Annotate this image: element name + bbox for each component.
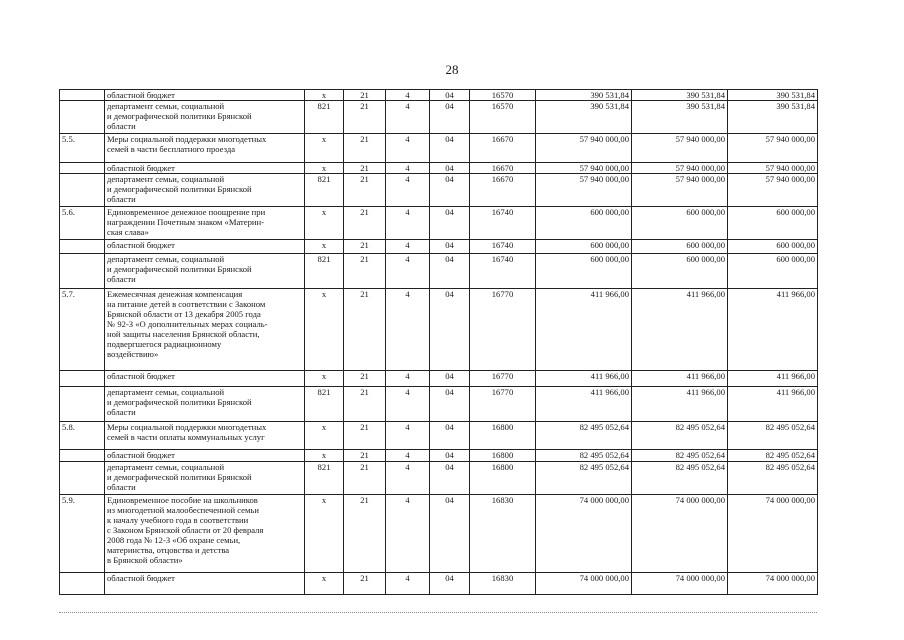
item-name-cell: областной бюджет — [105, 240, 305, 254]
section-code-cell: 21 — [344, 163, 386, 174]
row-number-cell — [60, 462, 105, 495]
admin-code-cell: х — [305, 450, 344, 462]
amount-cell: 600 000,00 — [536, 240, 632, 254]
section-code-cell: 21 — [344, 387, 386, 422]
admin-code-cell: 821 — [305, 387, 344, 422]
table-row — [60, 207, 818, 240]
amount-cell: 74 000 000,00 — [536, 573, 632, 595]
amount-cell: 57 940 000,00 — [536, 174, 632, 207]
subsection-code-cell: 4 — [386, 573, 430, 595]
row-number-cell — [60, 387, 105, 422]
item-name-cell: департамент семьи, социальной и демографической политики Брянской области — [105, 101, 305, 134]
section-code-cell: 21 — [344, 207, 386, 240]
admin-code-cell: х — [305, 422, 344, 450]
item-name-cell: департамент семьи, социальной и демографической политики Брянской области — [105, 462, 305, 495]
section-code-cell: 21 — [344, 174, 386, 207]
table-body — [60, 90, 818, 595]
section-code-cell: 21 — [344, 90, 386, 101]
program-code-cell: 04 — [430, 495, 470, 573]
amount-cell: 74 000 000,00 — [728, 495, 818, 573]
amount-cell: 411 966,00 — [632, 289, 728, 371]
row-number-cell: 5.5. — [60, 134, 105, 163]
target-code-cell: 16830 — [470, 573, 536, 595]
amount-cell: 82 495 052,64 — [536, 450, 632, 462]
amount-cell: 82 495 052,64 — [728, 450, 818, 462]
amount-cell: 57 940 000,00 — [536, 134, 632, 163]
amount-cell: 600 000,00 — [536, 207, 632, 240]
table-row — [60, 462, 818, 495]
subsection-code-cell: 4 — [386, 371, 430, 387]
item-name-cell: Меры социальной поддержки многодетных семей в части бесплатного проезда — [105, 134, 305, 163]
program-code-cell: 04 — [430, 371, 470, 387]
amount-cell: 411 966,00 — [632, 371, 728, 387]
amount-cell: 74 000 000,00 — [632, 495, 728, 573]
table-row — [60, 90, 818, 101]
table-row — [60, 254, 818, 289]
program-code-cell: 04 — [430, 240, 470, 254]
target-code-cell: 16670 — [470, 174, 536, 207]
section-code-cell: 21 — [344, 371, 386, 387]
program-code-cell: 04 — [430, 90, 470, 101]
subsection-code-cell: 4 — [386, 495, 430, 573]
subsection-code-cell: 4 — [386, 450, 430, 462]
admin-code-cell: 821 — [305, 462, 344, 495]
row-number-cell — [60, 90, 105, 101]
section-code-cell: 21 — [344, 254, 386, 289]
row-number-cell: 5.6. — [60, 207, 105, 240]
subsection-code-cell: 4 — [386, 289, 430, 371]
subsection-code-cell: 4 — [386, 134, 430, 163]
amount-cell: 74 000 000,00 — [536, 495, 632, 573]
amount-cell: 82 495 052,64 — [632, 450, 728, 462]
subsection-code-cell: 4 — [386, 240, 430, 254]
table-row — [60, 134, 818, 163]
amount-cell: 411 966,00 — [536, 289, 632, 371]
budget-table — [59, 89, 818, 595]
target-code-cell: 16740 — [470, 254, 536, 289]
table-row — [60, 387, 818, 422]
section-code-cell: 21 — [344, 422, 386, 450]
row-number-cell: 5.7. — [60, 289, 105, 371]
subsection-code-cell: 4 — [386, 101, 430, 134]
amount-cell: 600 000,00 — [536, 254, 632, 289]
target-code-cell: 16770 — [470, 387, 536, 422]
subsection-code-cell: 4 — [386, 163, 430, 174]
table-row — [60, 495, 818, 573]
amount-cell: 600 000,00 — [728, 254, 818, 289]
program-code-cell: 04 — [430, 163, 470, 174]
table-row — [60, 573, 818, 595]
item-name-cell: областной бюджет — [105, 371, 305, 387]
amount-cell: 411 966,00 — [728, 289, 818, 371]
subsection-code-cell: 4 — [386, 207, 430, 240]
item-name-cell: Единовременное денежное поощрение при награждении Почетным знаком «Материн- ская слава» — [105, 207, 305, 240]
page-bottom-edge — [59, 612, 817, 614]
section-code-cell: 21 — [344, 134, 386, 163]
amount-cell: 600 000,00 — [632, 254, 728, 289]
target-code-cell: 16830 — [470, 495, 536, 573]
subsection-code-cell: 4 — [386, 174, 430, 207]
page-number: 28 — [445, 62, 459, 77]
table-row — [60, 240, 818, 254]
amount-cell: 411 966,00 — [728, 387, 818, 422]
admin-code-cell: х — [305, 289, 344, 371]
row-number-cell — [60, 371, 105, 387]
admin-code-cell: 821 — [305, 254, 344, 289]
amount-cell: 57 940 000,00 — [728, 134, 818, 163]
amount-cell: 390 531,84 — [632, 101, 728, 134]
amount-cell: 57 940 000,00 — [632, 163, 728, 174]
section-code-cell: 21 — [344, 462, 386, 495]
target-code-cell: 16800 — [470, 462, 536, 495]
item-name-cell: областной бюджет — [105, 573, 305, 595]
target-code-cell: 16800 — [470, 422, 536, 450]
table-row — [60, 174, 818, 207]
amount-cell: 390 531,84 — [536, 90, 632, 101]
table-row — [60, 101, 818, 134]
row-number-cell — [60, 254, 105, 289]
amount-cell: 82 495 052,64 — [728, 462, 818, 495]
target-code-cell: 16670 — [470, 134, 536, 163]
amount-cell: 82 495 052,64 — [632, 462, 728, 495]
item-name-cell: областной бюджет — [105, 450, 305, 462]
program-code-cell: 04 — [430, 254, 470, 289]
item-name-cell: областной бюджет — [105, 90, 305, 101]
program-code-cell: 04 — [430, 207, 470, 240]
row-number-cell: 5.9. — [60, 495, 105, 573]
program-code-cell: 04 — [430, 462, 470, 495]
section-code-cell: 21 — [344, 573, 386, 595]
row-number-cell — [60, 450, 105, 462]
section-code-cell: 21 — [344, 289, 386, 371]
admin-code-cell: х — [305, 134, 344, 163]
item-name-cell: департамент семьи, социальной и демографической политики Брянской области — [105, 254, 305, 289]
program-code-cell: 04 — [430, 174, 470, 207]
program-code-cell: 04 — [430, 387, 470, 422]
admin-code-cell: х — [305, 371, 344, 387]
target-code-cell: 16770 — [470, 289, 536, 371]
amount-cell: 411 966,00 — [632, 387, 728, 422]
section-code-cell: 21 — [344, 101, 386, 134]
amount-cell: 600 000,00 — [728, 207, 818, 240]
target-code-cell: 16770 — [470, 371, 536, 387]
amount-cell: 600 000,00 — [632, 207, 728, 240]
item-name-cell: областной бюджет — [105, 163, 305, 174]
item-name-cell: Меры социальной поддержки многодетных семей в части оплаты коммунальных услуг — [105, 422, 305, 450]
item-name-cell: Ежемесячная денежная компенсация на питание детей в соответствии с Законом Брянской области от 13 декабря 2005 года № 92-З «О дополнительных мерах социаль- ной защиты населения Брянской области, подвергшегося радиационному воздействию» — [105, 289, 305, 371]
subsection-code-cell: 4 — [386, 90, 430, 101]
amount-cell: 390 531,84 — [536, 101, 632, 134]
table-row — [60, 450, 818, 462]
table-row — [60, 163, 818, 174]
amount-cell: 82 495 052,64 — [536, 422, 632, 450]
program-code-cell: 04 — [430, 450, 470, 462]
subsection-code-cell: 4 — [386, 422, 430, 450]
table-row — [60, 289, 818, 371]
amount-cell: 57 940 000,00 — [728, 174, 818, 207]
row-number-cell — [60, 101, 105, 134]
target-code-cell: 16740 — [470, 240, 536, 254]
section-code-cell: 21 — [344, 450, 386, 462]
admin-code-cell: х — [305, 207, 344, 240]
admin-code-cell: 821 — [305, 174, 344, 207]
row-number-cell — [60, 163, 105, 174]
amount-cell: 82 495 052,64 — [728, 422, 818, 450]
amount-cell: 57 940 000,00 — [536, 163, 632, 174]
amount-cell: 57 940 000,00 — [632, 174, 728, 207]
subsection-code-cell: 4 — [386, 462, 430, 495]
subsection-code-cell: 4 — [386, 254, 430, 289]
admin-code-cell: 821 — [305, 101, 344, 134]
row-number-cell — [60, 573, 105, 595]
target-code-cell: 16670 — [470, 163, 536, 174]
admin-code-cell: х — [305, 163, 344, 174]
target-code-cell: 16740 — [470, 207, 536, 240]
admin-code-cell: х — [305, 240, 344, 254]
amount-cell: 390 531,84 — [632, 90, 728, 101]
admin-code-cell: х — [305, 495, 344, 573]
row-number-cell — [60, 240, 105, 254]
admin-code-cell: х — [305, 90, 344, 101]
program-code-cell: 04 — [430, 101, 470, 134]
program-code-cell: 04 — [430, 573, 470, 595]
amount-cell: 600 000,00 — [728, 240, 818, 254]
section-code-cell: 21 — [344, 495, 386, 573]
amount-cell: 390 531,84 — [728, 90, 818, 101]
subsection-code-cell: 4 — [386, 387, 430, 422]
admin-code-cell: х — [305, 573, 344, 595]
target-code-cell: 16800 — [470, 450, 536, 462]
amount-cell: 57 940 000,00 — [632, 134, 728, 163]
item-name-cell: департамент семьи, социальной и демографической политики Брянской области — [105, 174, 305, 207]
amount-cell: 82 495 052,64 — [632, 422, 728, 450]
item-name-cell: Единовременное пособие на школьников из многодетной малообеспеченной семьи к началу учебного года в соответствии с Законом Брянской области от 20 февраля 2008 года № 12-З «Об охране семьи, материнства, отцовства и детства в Брянской области» — [105, 495, 305, 573]
item-name-cell: департамент семьи, социальной и демографической политики Брянской области — [105, 387, 305, 422]
program-code-cell: 04 — [430, 134, 470, 163]
amount-cell: 74 000 000,00 — [728, 573, 818, 595]
table-row — [60, 422, 818, 450]
amount-cell: 411 966,00 — [728, 371, 818, 387]
section-code-cell: 21 — [344, 240, 386, 254]
target-code-cell: 16570 — [470, 90, 536, 101]
amount-cell: 411 966,00 — [536, 387, 632, 422]
amount-cell: 411 966,00 — [536, 371, 632, 387]
program-code-cell: 04 — [430, 422, 470, 450]
row-number-cell — [60, 174, 105, 207]
amount-cell: 600 000,00 — [632, 240, 728, 254]
program-code-cell: 04 — [430, 289, 470, 371]
table-row — [60, 371, 818, 387]
row-number-cell: 5.8. — [60, 422, 105, 450]
amount-cell: 390 531,84 — [728, 101, 818, 134]
amount-cell: 57 940 000,00 — [728, 163, 818, 174]
amount-cell: 74 000 000,00 — [632, 573, 728, 595]
amount-cell: 82 495 052,64 — [536, 462, 632, 495]
target-code-cell: 16570 — [470, 101, 536, 134]
